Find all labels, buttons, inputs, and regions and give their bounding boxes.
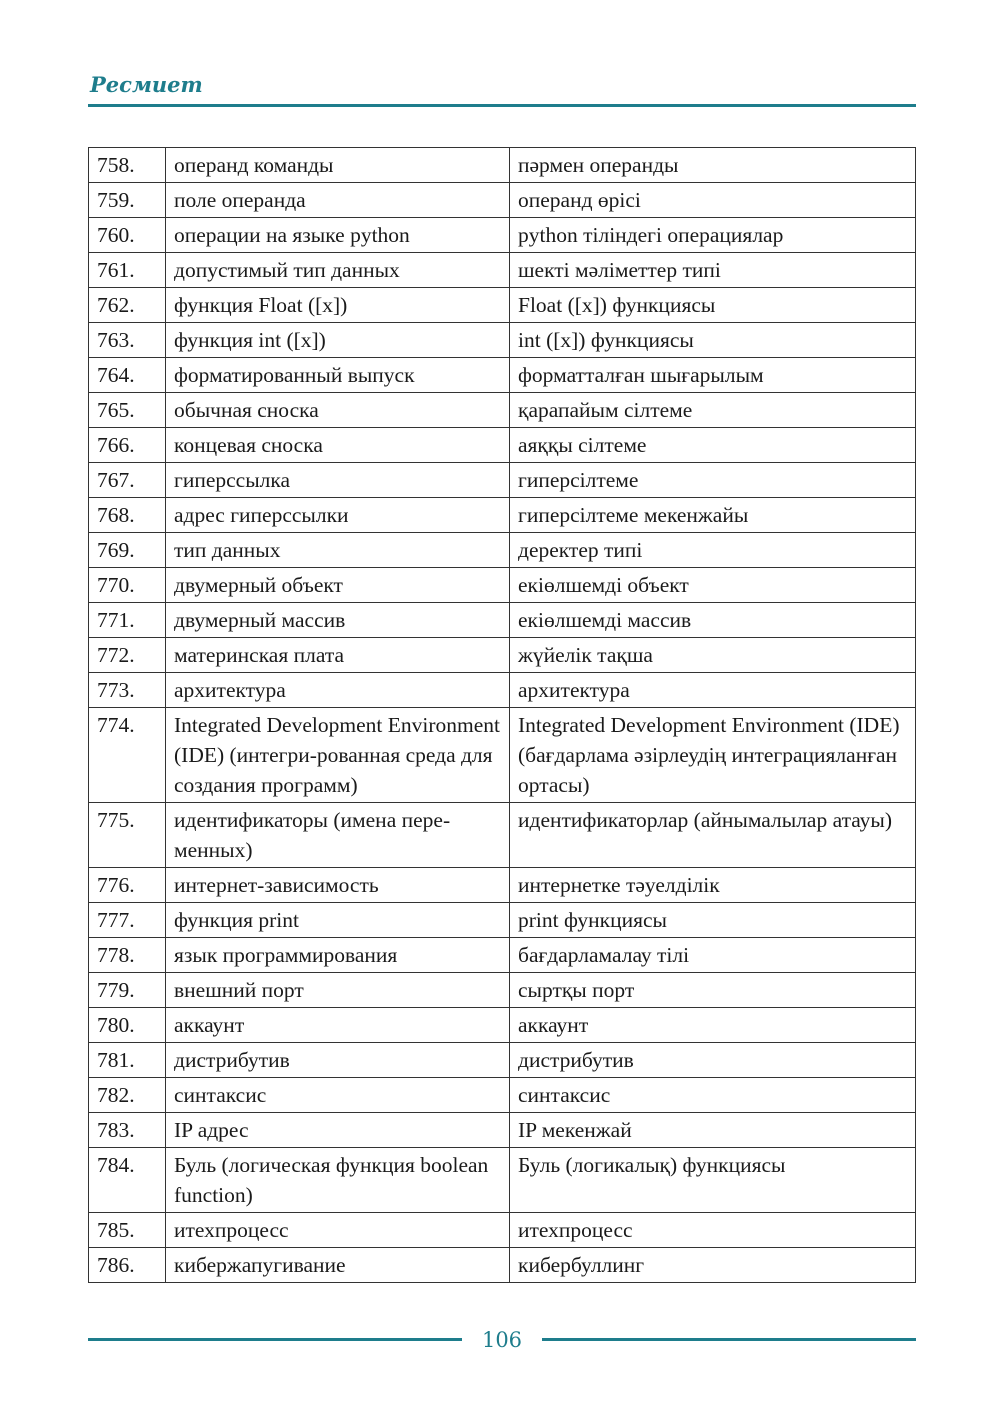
table-row — [89, 673, 916, 708]
cell-num: 766. — [89, 428, 166, 463]
cell-kz: Буль (логикалық) функциясы — [510, 1148, 916, 1213]
cell-num: 768. — [89, 498, 166, 533]
cell-ru: идентификаторы (имена пере-менных) — [166, 803, 510, 868]
table-row — [89, 183, 916, 218]
cell-num: 763. — [89, 323, 166, 358]
cell-ru: форматированный выпуск — [166, 358, 510, 393]
cell-ru: IP адрес — [166, 1113, 510, 1148]
cell-num: 773. — [89, 673, 166, 708]
cell-kz: сыртқы порт — [510, 973, 916, 1008]
cell-ru: материнская плата — [166, 638, 510, 673]
cell-kz: python тіліндегі операциялар — [510, 218, 916, 253]
cell-num: 776. — [89, 868, 166, 903]
table-row — [89, 463, 916, 498]
cell-kz: бағдарламалау тілі — [510, 938, 916, 973]
cell-num: 765. — [89, 393, 166, 428]
cell-num: 758. — [89, 148, 166, 183]
cell-num: 772. — [89, 638, 166, 673]
cell-ru: обычная сноска — [166, 393, 510, 428]
cell-num: 764. — [89, 358, 166, 393]
cell-kz: операнд өрісі — [510, 183, 916, 218]
cell-kz: интернетке тәуелділік — [510, 868, 916, 903]
table-row — [89, 1148, 916, 1213]
cell-ru: функция Float ([x]) — [166, 288, 510, 323]
table-row — [89, 358, 916, 393]
cell-num: 777. — [89, 903, 166, 938]
cell-num: 760. — [89, 218, 166, 253]
cell-ru: Integrated Development Environment (IDE) (интегри-рованная среда для создания программ) — [166, 708, 510, 803]
cell-kz: шекті мәліметтер типі — [510, 253, 916, 288]
cell-num: 780. — [89, 1008, 166, 1043]
cell-num: 785. — [89, 1213, 166, 1248]
cell-num: 775. — [89, 803, 166, 868]
table-row — [89, 1113, 916, 1148]
cell-ru: тип данных — [166, 533, 510, 568]
table-row — [89, 1078, 916, 1113]
cell-ru: двумерный массив — [166, 603, 510, 638]
table-row — [89, 533, 916, 568]
cell-num: 778. — [89, 938, 166, 973]
cell-kz: аяққы сілтеме — [510, 428, 916, 463]
cell-num: 779. — [89, 973, 166, 1008]
cell-ru: операнд команды — [166, 148, 510, 183]
cell-kz: int ([x]) функциясы — [510, 323, 916, 358]
table-row — [89, 1043, 916, 1078]
table-row — [89, 603, 916, 638]
cell-num: 769. — [89, 533, 166, 568]
cell-num: 762. — [89, 288, 166, 323]
table-row — [89, 938, 916, 973]
table-row — [89, 218, 916, 253]
footer-rule-right — [542, 1338, 916, 1341]
cell-num: 770. — [89, 568, 166, 603]
header-rule — [88, 104, 916, 107]
table-row — [89, 1248, 916, 1283]
cell-num: 782. — [89, 1078, 166, 1113]
cell-ru: внешний порт — [166, 973, 510, 1008]
cell-ru: двумерный объект — [166, 568, 510, 603]
cell-kz: Integrated Development Environment (IDE) (бағдарлама әзірлеудің интеграцияланған ортасы) — [510, 708, 916, 803]
cell-ru: поле операнда — [166, 183, 510, 218]
cell-ru: итехпроцесс — [166, 1213, 510, 1248]
cell-kz: гиперсілтеме мекенжайы — [510, 498, 916, 533]
cell-kz: идентификаторлар (айнымалылар атауы) — [510, 803, 916, 868]
glossary-table-body — [89, 148, 916, 1283]
cell-ru: архитектура — [166, 673, 510, 708]
cell-num: 761. — [89, 253, 166, 288]
cell-ru: допустимый тип данных — [166, 253, 510, 288]
cell-ru: адрес гиперссылки — [166, 498, 510, 533]
table-row — [89, 973, 916, 1008]
cell-kz: аккаунт — [510, 1008, 916, 1043]
cell-num: 783. — [89, 1113, 166, 1148]
table-row — [89, 288, 916, 323]
cell-kz: екіөлшемді объект — [510, 568, 916, 603]
table-row — [89, 868, 916, 903]
cell-kz: пәрмен операнды — [510, 148, 916, 183]
cell-kz: IP мекенжай — [510, 1113, 916, 1148]
cell-ru: Буль (логическая функция boolean function) — [166, 1148, 510, 1213]
cell-ru: функция print — [166, 903, 510, 938]
table-row — [89, 638, 916, 673]
cell-ru: дистрибутив — [166, 1043, 510, 1078]
cell-kz: жүйелік тақша — [510, 638, 916, 673]
table-row — [89, 428, 916, 463]
cell-ru: функция int ([x]) — [166, 323, 510, 358]
table-row — [89, 393, 916, 428]
table-row — [89, 903, 916, 938]
table-row — [89, 498, 916, 533]
cell-ru: операции на языке python — [166, 218, 510, 253]
cell-kz: деректер типі — [510, 533, 916, 568]
footer-rule-left — [88, 1338, 462, 1341]
running-header-title: Ресмиет — [90, 72, 203, 97]
table-row — [89, 323, 916, 358]
cell-num: 774. — [89, 708, 166, 803]
cell-num: 781. — [89, 1043, 166, 1078]
cell-kz: синтаксис — [510, 1078, 916, 1113]
cell-ru: концевая сноска — [166, 428, 510, 463]
cell-num: 784. — [89, 1148, 166, 1213]
cell-num: 767. — [89, 463, 166, 498]
table-row — [89, 1008, 916, 1043]
cell-kz: итехпроцесс — [510, 1213, 916, 1248]
cell-kz: архитектура — [510, 673, 916, 708]
cell-kz: форматталған шығарылым — [510, 358, 916, 393]
cell-ru: кибержапугивание — [166, 1248, 510, 1283]
cell-kz: print функциясы — [510, 903, 916, 938]
table-row — [89, 148, 916, 183]
cell-ru: интернет-зависимость — [166, 868, 510, 903]
cell-ru: язык программирования — [166, 938, 510, 973]
page-number: 106 — [481, 1328, 523, 1352]
cell-num: 759. — [89, 183, 166, 218]
table-row — [89, 1213, 916, 1248]
cell-ru: гиперссылка — [166, 463, 510, 498]
cell-kz: гиперсілтеме — [510, 463, 916, 498]
cell-kz: кибербуллинг — [510, 1248, 916, 1283]
cell-num: 771. — [89, 603, 166, 638]
glossary-table — [88, 147, 916, 1283]
cell-ru: аккаунт — [166, 1008, 510, 1043]
table-row — [89, 803, 916, 868]
cell-kz: қарапайым сілтеме — [510, 393, 916, 428]
table-row — [89, 708, 916, 803]
cell-kz: екіөлшемді массив — [510, 603, 916, 638]
table-row — [89, 568, 916, 603]
table-row — [89, 253, 916, 288]
cell-kz: дистрибутив — [510, 1043, 916, 1078]
cell-num: 786. — [89, 1248, 166, 1283]
cell-kz: Float ([x]) функциясы — [510, 288, 916, 323]
cell-ru: синтаксис — [166, 1078, 510, 1113]
